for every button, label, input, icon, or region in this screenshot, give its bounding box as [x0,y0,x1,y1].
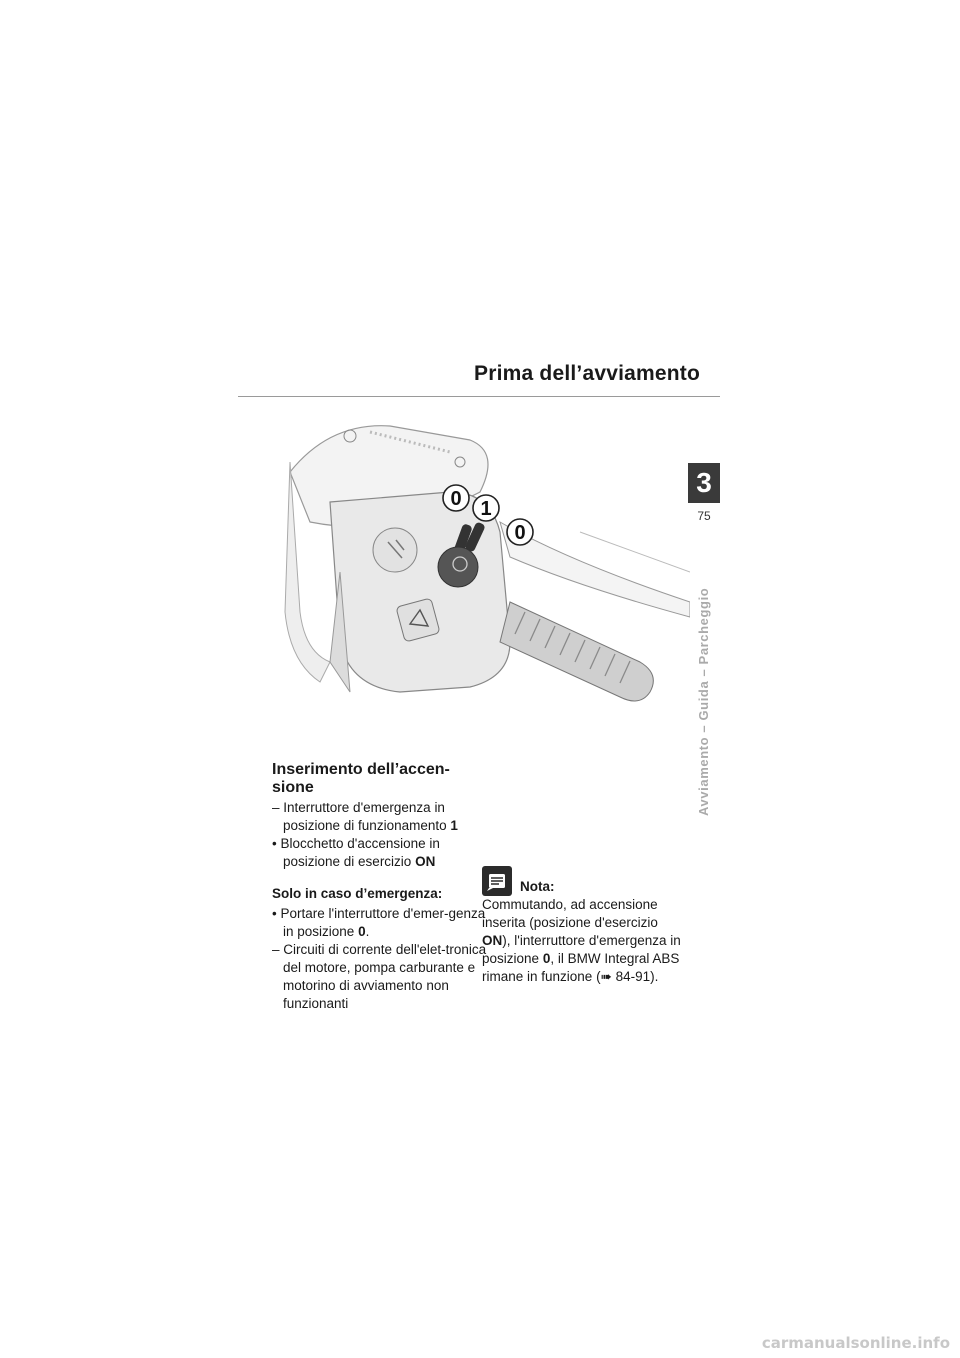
callout-0-left [443,485,469,511]
left-column [272,761,487,1013]
watermark: carmanualsonline.info [761,1334,950,1352]
list-item: – Circuiti di corrente dell'elet-tronica del motore, pompa carburante e motorino di avviamento non funzionanti [272,942,487,1011]
note-text: Commutando, ad accensione inserita (posizione d'esercizio ON), l'interruttore d'emergenza in posizione 0, il BMW Integral ABS rimane in funzione (➠ 84-91). [482,897,681,984]
list-item: – Interruttore d'emergenza in posizione di funzionamento 1 [272,800,458,833]
title-divider [238,396,720,397]
emergency-heading: Solo in caso d’emergenza: [272,886,443,901]
callout-label-0-right: 0 [514,522,526,544]
callout-label-0-left: 0 [450,488,462,510]
page-title: Prima dell’avviamento [474,362,700,385]
chapter-side-label: Avviamento – Guida – Parcheggio [696,587,711,816]
handlebar-switch-illustration [270,412,690,722]
list-item: • Blocchetto d'accensione in posizione di esercizio ON [272,836,440,869]
page-reference: (➠ 84-91). [596,969,659,984]
list-item: • Portare l'interruttore d'emer-genza in posizione 0. [272,906,486,939]
callout-label-1: 1 [480,498,492,520]
chapter-tab: 3 [688,463,720,503]
callout-0-right [507,519,533,545]
section-heading: Inserimento dell’accen-sione [272,761,450,796]
note-box [482,862,687,986]
callout-1 [473,495,499,521]
note-icon [482,866,512,896]
note-label: Nota: [520,879,555,894]
page-number: 75 [697,509,711,523]
